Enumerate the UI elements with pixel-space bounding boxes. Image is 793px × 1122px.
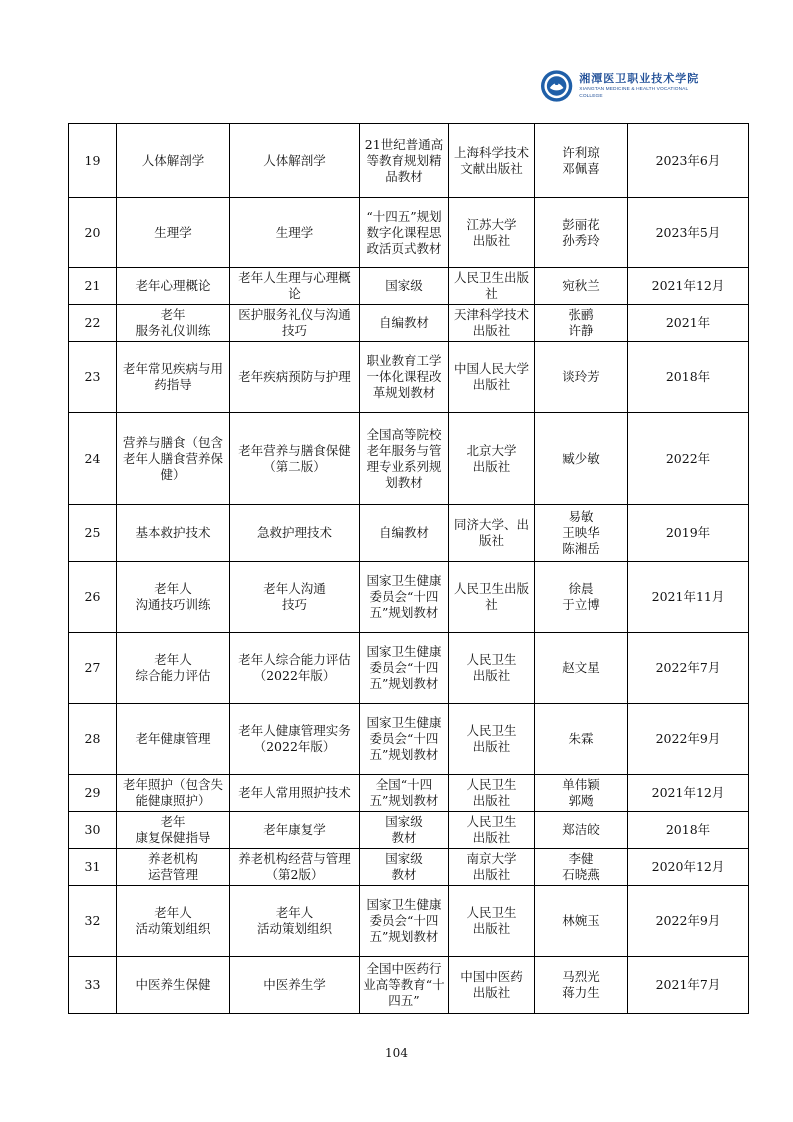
table-row <box>69 342 749 413</box>
logo-english-name: XIANGTAN MEDICINE & HEALTH VOCATIONAL COLLEGE <box>579 87 689 99</box>
publish-date: 2019年 <box>628 505 749 562</box>
textbook-name: 老年康复学 <box>230 812 360 849</box>
course-name: 中医养生保健 <box>117 957 230 1014</box>
textbook-type: 全国“十四五”规划教材 <box>360 775 449 812</box>
textbook-type: 国家卫生健康委员会“十四五”规划教材 <box>360 633 449 704</box>
publisher: 南京大学 出版社 <box>449 849 535 886</box>
textbook-name: 老年人沟通 技巧 <box>230 562 360 633</box>
page-number: 104 <box>385 1046 408 1060</box>
row-number: 29 <box>69 775 117 812</box>
row-number: 28 <box>69 704 117 775</box>
author: 许利琼 邓佩喜 <box>535 124 628 198</box>
course-name: 老年人 活动策划组织 <box>117 886 230 957</box>
row-number: 25 <box>69 505 117 562</box>
textbook-name: 急救护理技术 <box>230 505 360 562</box>
publish-date: 2023年6月 <box>628 124 749 198</box>
publish-date: 2021年 <box>628 305 749 342</box>
table-row <box>69 704 749 775</box>
textbook-type: 全国中医药行业高等教育“十四五” <box>360 957 449 1014</box>
table-row <box>69 268 749 305</box>
author: 徐晨 于立博 <box>535 562 628 633</box>
row-number: 30 <box>69 812 117 849</box>
table-row <box>69 505 749 562</box>
publisher: 人民卫生出版社 <box>449 268 535 305</box>
row-number: 19 <box>69 124 117 198</box>
course-name: 老年常见疾病与用药指导 <box>117 342 230 413</box>
college-logo <box>540 68 710 104</box>
publish-date: 2022年9月 <box>628 704 749 775</box>
textbook-type: 国家卫生健康委员会“十四五”规划教材 <box>360 886 449 957</box>
publisher: 人民卫生 出版社 <box>449 775 535 812</box>
table-row <box>69 305 749 342</box>
publisher: 江苏大学 出版社 <box>449 198 535 268</box>
table-row <box>69 413 749 505</box>
table-row <box>69 812 749 849</box>
textbook-type: 国家级 <box>360 268 449 305</box>
author: 林婉玉 <box>535 886 628 957</box>
publish-date: 2021年7月 <box>628 957 749 1014</box>
textbook-name: 老年人生理与心理概论 <box>230 268 360 305</box>
textbook-type: 国家卫生健康委员会“十四五”规划教材 <box>360 704 449 775</box>
publish-date: 2023年5月 <box>628 198 749 268</box>
author: 谈玲芳 <box>535 342 628 413</box>
author: 张鹂 许静 <box>535 305 628 342</box>
publisher: 人民卫生 出版社 <box>449 812 535 849</box>
textbook-type: 职业教育工学一体化课程改革规划教材 <box>360 342 449 413</box>
author: 马烈光 蒋力生 <box>535 957 628 1014</box>
table-row <box>69 849 749 886</box>
course-name: 人体解剖学 <box>117 124 230 198</box>
publisher: 天津科学技术出版社 <box>449 305 535 342</box>
author: 易敏 王映华 陈湘岳 <box>535 505 628 562</box>
author: 赵文星 <box>535 633 628 704</box>
textbook-table <box>68 123 749 1014</box>
author: 李健 石晓燕 <box>535 849 628 886</box>
course-name: 老年人 沟通技巧训练 <box>117 562 230 633</box>
publish-date: 2020年12月 <box>628 849 749 886</box>
table-row <box>69 124 749 198</box>
author: 臧少敏 <box>535 413 628 505</box>
course-name: 营养与膳食（包含老年人膳食营养保健） <box>117 413 230 505</box>
publish-date: 2018年 <box>628 812 749 849</box>
publish-date: 2021年11月 <box>628 562 749 633</box>
textbook-type: “十四五”规划数字化课程思政活页式教材 <box>360 198 449 268</box>
textbook-type: 自编教材 <box>360 305 449 342</box>
publisher: 上海科学技术文献出版社 <box>449 124 535 198</box>
table-row <box>69 886 749 957</box>
textbook-type: 国家级 教材 <box>360 849 449 886</box>
row-number: 33 <box>69 957 117 1014</box>
publisher: 北京大学 出版社 <box>449 413 535 505</box>
textbook-name: 老年人综合能力评估（2022年版） <box>230 633 360 704</box>
row-number: 31 <box>69 849 117 886</box>
publisher: 人民卫生 出版社 <box>449 886 535 957</box>
textbook-name: 老年疾病预防与护理 <box>230 342 360 413</box>
author: 朱霖 <box>535 704 628 775</box>
author: 彭丽花 孙秀玲 <box>535 198 628 268</box>
publish-date: 2022年9月 <box>628 886 749 957</box>
course-name: 老年健康管理 <box>117 704 230 775</box>
author: 宛秋兰 <box>535 268 628 305</box>
publish-date: 2022年7月 <box>628 633 749 704</box>
course-name: 老年 服务礼仪训练 <box>117 305 230 342</box>
row-number: 24 <box>69 413 117 505</box>
row-number: 26 <box>69 562 117 633</box>
author: 郑洁皎 <box>535 812 628 849</box>
textbook-name: 老年营养与膳食保健（第二版） <box>230 413 360 505</box>
publisher: 人民卫生 出版社 <box>449 633 535 704</box>
publish-date: 2021年12月 <box>628 268 749 305</box>
textbook-name: 医护服务礼仪与沟通技巧 <box>230 305 360 342</box>
row-number: 32 <box>69 886 117 957</box>
row-number: 22 <box>69 305 117 342</box>
textbook-name: 老年人健康管理实务（2022年版） <box>230 704 360 775</box>
textbook-name: 老年人 活动策划组织 <box>230 886 360 957</box>
course-name: 老年照护（包含失能健康照护） <box>117 775 230 812</box>
textbook-name: 人体解剖学 <box>230 124 360 198</box>
table-row <box>69 198 749 268</box>
logo-chinese-name: 湘潭医卫职业技术学院 <box>579 72 700 85</box>
author: 单伟颖 郭飏 <box>535 775 628 812</box>
publish-date: 2018年 <box>628 342 749 413</box>
textbook-type: 21世纪普通高等教育规划精品教材 <box>360 124 449 198</box>
publisher: 人民卫生 出版社 <box>449 704 535 775</box>
table-row <box>69 775 749 812</box>
college-emblem-icon <box>540 69 573 103</box>
course-name: 老年 康复保健指导 <box>117 812 230 849</box>
publisher: 人民卫生出版社 <box>449 562 535 633</box>
course-name: 基本救护技术 <box>117 505 230 562</box>
textbook-name: 老年人常用照护技术 <box>230 775 360 812</box>
table-row <box>69 633 749 704</box>
publisher: 中国人民大学出版社 <box>449 342 535 413</box>
table-row <box>69 562 749 633</box>
publisher: 同济大学、出版社 <box>449 505 535 562</box>
course-name: 生理学 <box>117 198 230 268</box>
textbook-type: 国家卫生健康委员会“十四五”规划教材 <box>360 562 449 633</box>
course-name: 老年心理概论 <box>117 268 230 305</box>
textbook-type: 自编教材 <box>360 505 449 562</box>
row-number: 21 <box>69 268 117 305</box>
textbook-name: 生理学 <box>230 198 360 268</box>
row-number: 20 <box>69 198 117 268</box>
textbook-type: 国家级 教材 <box>360 812 449 849</box>
publish-date: 2022年 <box>628 413 749 505</box>
textbook-type: 全国高等院校老年服务与管理专业系列规划教材 <box>360 413 449 505</box>
table-row <box>69 957 749 1014</box>
textbook-name: 养老机构经营与管理（第2版） <box>230 849 360 886</box>
row-number: 23 <box>69 342 117 413</box>
textbook-name: 中医养生学 <box>230 957 360 1014</box>
row-number: 27 <box>69 633 117 704</box>
publisher: 中国中医药 出版社 <box>449 957 535 1014</box>
course-name: 老年人 综合能力评估 <box>117 633 230 704</box>
course-name: 养老机构 运营管理 <box>117 849 230 886</box>
publish-date: 2021年12月 <box>628 775 749 812</box>
